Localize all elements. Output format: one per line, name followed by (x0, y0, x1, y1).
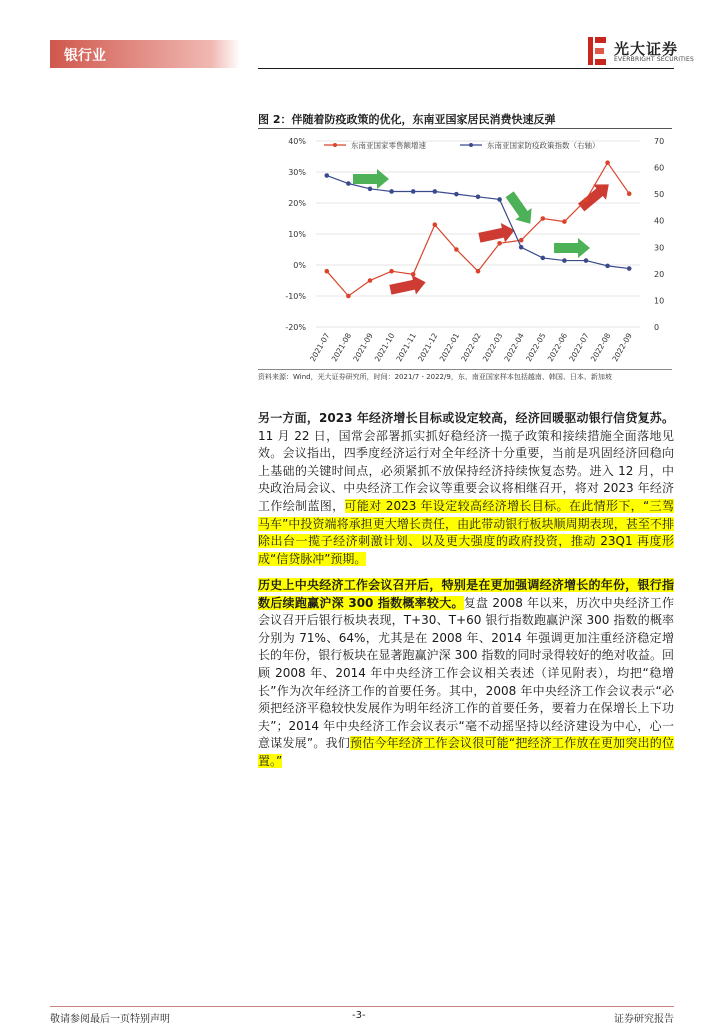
green-arrow-icon (501, 189, 538, 230)
series-point-1 (476, 195, 481, 200)
series-point-0 (325, 269, 330, 274)
series-point-1 (562, 258, 567, 263)
legend-label: 东南亚国家防疫政策指数（右轴） (487, 141, 600, 150)
x-tick-label: 2021-12 (416, 331, 440, 364)
red-arrow-icon-shape (388, 272, 427, 299)
series-point-0 (476, 269, 481, 274)
legend-label: 东南亚国家零售额增速 (351, 141, 426, 150)
paragraph-1-lead: 另一方面，2023 年经济增长目标或设定较高，经济回暖驱动银行信贷复苏。 (258, 411, 674, 425)
section-tag-label: 银行业 (64, 48, 106, 64)
series-point-0 (454, 247, 459, 252)
series-point-1 (497, 197, 502, 202)
x-tick-label: 2022-08 (588, 331, 613, 364)
footer-divider (50, 1006, 674, 1007)
legend-marker (469, 143, 473, 147)
x-tick-label: 2022-01 (437, 331, 462, 364)
series-point-0 (519, 238, 524, 243)
series-point-1 (389, 189, 394, 194)
series-point-0 (346, 294, 351, 299)
series-point-0 (433, 222, 438, 227)
series-point-1 (325, 173, 330, 178)
x-tick-label: 2022-06 (545, 331, 570, 364)
series-point-0 (541, 216, 546, 221)
x-tick-label: 2021-09 (351, 331, 375, 364)
series-point-1 (346, 181, 351, 186)
paragraph-2-highlight: 预估今年经济工作会议很可能“把经济工作放在更加突出的位置。” (258, 736, 674, 768)
series-point-0 (584, 198, 589, 203)
x-tick-label: 2022-05 (524, 331, 548, 364)
line-chart (258, 131, 672, 369)
x-tick-label: 2022-04 (502, 331, 526, 364)
y-tick-right: 50 (654, 190, 665, 200)
paragraph-1 (258, 410, 674, 568)
series-point-0 (497, 241, 502, 246)
x-tick-label: 2021-07 (308, 331, 332, 364)
logo-mark-icon (586, 36, 608, 66)
y-tick-right: 10 (654, 296, 665, 306)
logo-en: EVERBRIGHT SECURITIES (614, 56, 694, 63)
y-tick-right: 60 (654, 163, 665, 173)
green-arrow-icon-shape (554, 238, 590, 258)
paragraph-2-text: 复盘 2008 年以来，历次中央经济工作会议召开后银行板块表现，T+30、T+60 银行指数跑赢沪深 300 指数的概率分别为 71%、64%，尤其是在 2008 年、2014 年强调更加注重经济稳定增长的年份，银行板块在显著跑赢沪深 300 指数的同时录得较好的绝对收益。回顾 2008 年、2014 年中央经济工作会议相关表述（详见附表），均把“稳增长”作为次年经济工作的首要任务。其中，2008 年中央经济工作会议表示“必须把经济平稳较快发展作为明年经济工作的首要任务，要着力在保增长上下功夫”；2014 年中央经济工作会议表示“毫不动摇坚持以经济建设为中心，心一意谋发展”。我们 (258, 595, 675, 751)
red-arrow-icon-shape (575, 177, 615, 215)
paragraph-1-text: 11 月 22 日，国常会部署抓实抓好稳经济一揽子政策和接续措施全面落地见效。会议指出，四季度经济运行对全年经济十分重要，当前是巩固经济回稳向上基础的关键时间点，必须紧抓不放保持经济持续恢复态势。进入 12 月，中央政治局会议、中央经济工作会议等重要会议将相继召开，将对 2023 年经济工作绘制蓝图， (258, 428, 674, 513)
series-point-1 (627, 266, 632, 271)
series-point-0 (605, 160, 610, 165)
red-arrow-icon (388, 272, 427, 299)
y-tick-right: 0 (654, 323, 660, 332)
series-point-1 (411, 189, 416, 194)
x-tick-label: 2022-02 (459, 331, 483, 364)
legend-marker (333, 143, 337, 147)
y-tick-left: 20% (288, 199, 306, 208)
series-point-1 (584, 258, 589, 263)
y-tick-left: 0% (293, 261, 306, 270)
y-tick-left: 10% (288, 230, 306, 239)
y-tick-left: -20% (285, 323, 306, 332)
x-tick-label: 2021-11 (394, 331, 418, 364)
y-tick-right: 40 (654, 216, 665, 226)
x-tick-label: 2021-08 (329, 331, 354, 364)
series-point-1 (605, 264, 610, 269)
x-tick-label: 2022-07 (567, 331, 591, 364)
header-divider (258, 68, 674, 69)
series-point-0 (389, 269, 394, 274)
y-tick-right: 20 (654, 269, 665, 279)
logo-name: 光大证券 (614, 40, 679, 58)
figure-title: 图 2：伴随着防疫政策的优化，东南亚国家居民消费快速反弹 (258, 113, 556, 126)
footer-disclaimer[interactable]: 敬请参阅最后一页特别声明 (50, 1014, 170, 1025)
paragraph-2-lead: 历史上中央经济工作会议召开后，特别是在更加强调经济增长的年份，银行指数后续跑赢沪深 300 指数概率较大。 (258, 578, 674, 610)
y-tick-left: 30% (288, 168, 306, 177)
page-number: -3- (352, 1010, 366, 1021)
series-point-1 (519, 245, 524, 250)
figure-source: 资料来源：Wind，光大证券研究所，时间：2021/7 - 2022/9，东、南亚国家样本包括越南、韩国、日本、新加坡 (258, 373, 612, 381)
x-tick-label: 2021-10 (372, 331, 397, 364)
green-arrow-icon-shape (501, 189, 538, 230)
source-divider (258, 369, 672, 370)
series-point-0 (368, 278, 373, 283)
green-arrow-icon (554, 238, 590, 258)
y-tick-right: 30 (654, 243, 665, 253)
paragraph-1-highlight: 可能对 2023 年设定较高经济增长目标。在此情形下，“三驾马车”中投资端将承担更大增长责任，由此带动银行板块顺周期表现，甚至不排除出台一揽子经济刺激计划、以及更大强度的政府投资，推动 23Q1 再度形成“信贷脉冲”预期。 (258, 498, 674, 566)
series-point-0 (627, 191, 632, 196)
series-point-0 (562, 219, 567, 224)
series-point-1 (454, 192, 459, 197)
company-logo (586, 36, 694, 68)
series-point-0 (411, 272, 416, 277)
x-tick-label: 2022-09 (610, 331, 634, 364)
y-tick-right: 70 (654, 137, 665, 146)
series-point-1 (368, 187, 373, 192)
red-arrow-icon (575, 177, 615, 215)
figure-divider (258, 128, 672, 129)
x-tick-label: 2022-03 (480, 331, 505, 364)
section-tag (50, 40, 240, 68)
series-point-1 (541, 256, 546, 261)
y-tick-left: 40% (288, 137, 306, 146)
series-point-1 (433, 189, 438, 194)
paragraph-2 (258, 577, 674, 771)
y-tick-left: -10% (285, 292, 306, 301)
footer-doc-type: 证券研究报告 (614, 1014, 674, 1025)
